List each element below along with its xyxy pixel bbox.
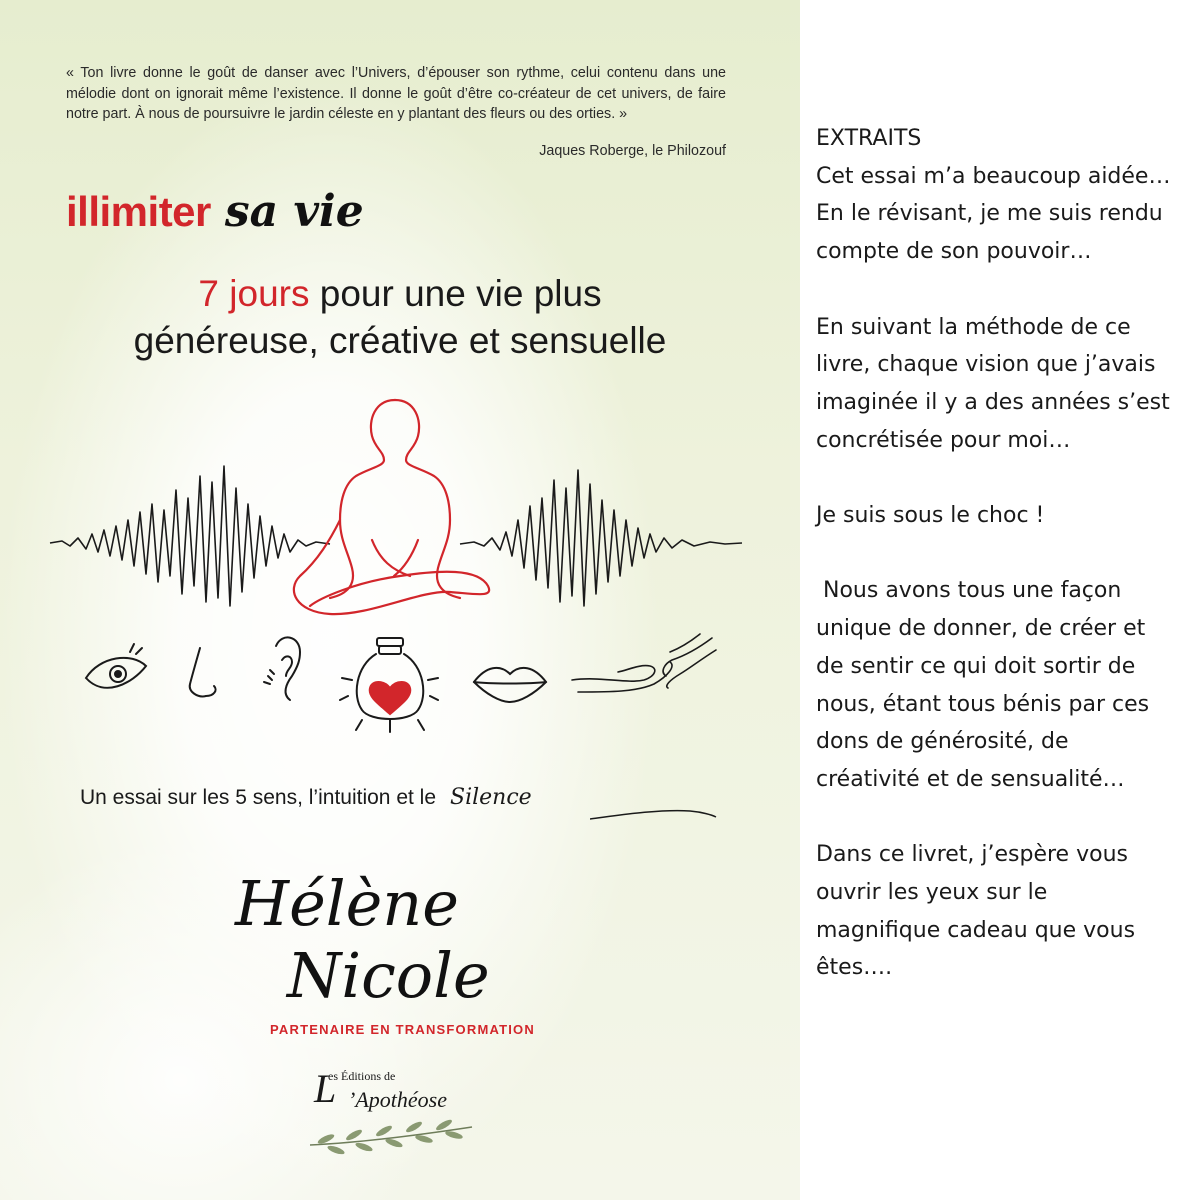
publisher-name: ’Apothéose [348,1087,447,1112]
extraits-heading: EXTRAITS [816,126,922,151]
essay-text: Un essai sur les 5 sens, l’intuition et le [80,786,437,809]
heart-lightbulb-icon [340,638,438,732]
extrait-paragraph: Cet essai m’a beaucoup aidée… En le révisant, je me suis rendu compte de son pouvoir… [816,163,1171,265]
extrait-paragraph: En suivant la méthode de ce livre, chaque vision que j’avais imaginée il y a des années s’est concrétisée pour moi… [816,314,1170,453]
extrait-paragraph: Dans ce livret, j’espère vous ouvrir les yeux sur le magnifique cadeau que vous êtes…. [816,842,1136,981]
title-main: illimiter [66,188,211,235]
publisher-initial: L [314,1066,337,1111]
extrait-paragraph: Je suis sous le choc ! [816,503,1045,528]
meditating-figure-icon [294,400,489,614]
subtitle-highlight: 7 jours [198,273,310,314]
quote-author: Jaques Roberge, le Philozouf [539,143,726,159]
nose-icon [190,648,216,696]
publisher-prefix: es Éditions de [328,1069,396,1083]
publisher-logo [300,1065,480,1165]
author-last-name: Nicole [287,939,490,1012]
sound-wave-left-icon [50,466,330,606]
extrait-paragraph: Nous avons tous une façon unique de donner, de créer et de sentir ce qui doit sortir de nous, étant tous bénis par ces dons de générosité, de créativité et de sensualité… [816,578,1157,792]
book-title [66,186,364,238]
cover-illustration [0,380,800,780]
ear-icon [264,637,300,700]
subtitle-line1: pour une vie plus [309,273,602,314]
eye-icon [86,644,146,688]
book-subtitle [60,270,740,364]
author-signature [225,855,565,1015]
essay-line [80,785,532,810]
lips-icon [474,668,546,702]
olive-branch-icon [306,1117,476,1157]
essay-silence: Silence [450,785,532,810]
cover-quote: « Ton livre donne le goût de danser avec l’Univers, d’épouser son rythme, celui contenu dans une mélodie dont on ignorait même l’existence. Il donne le goût d’être co-créateur de cet univers, de faire notre part. À nous de poursuivre le jardin céleste en y plantant des fleurs ou des orties. » [66,65,726,122]
title-script: sa vie [224,186,364,237]
touching-hands-icon [572,634,716,692]
author-tagline: PARTENAIRE EN TRANSFORMATION [270,1022,535,1037]
silence-underline-icon [590,805,720,825]
extraits-panel [816,120,1176,1025]
subtitle-line2: généreuse, créative et sensuelle [133,320,667,361]
sound-wave-right-icon [460,470,742,606]
author-first-name: Hélène [235,867,459,940]
